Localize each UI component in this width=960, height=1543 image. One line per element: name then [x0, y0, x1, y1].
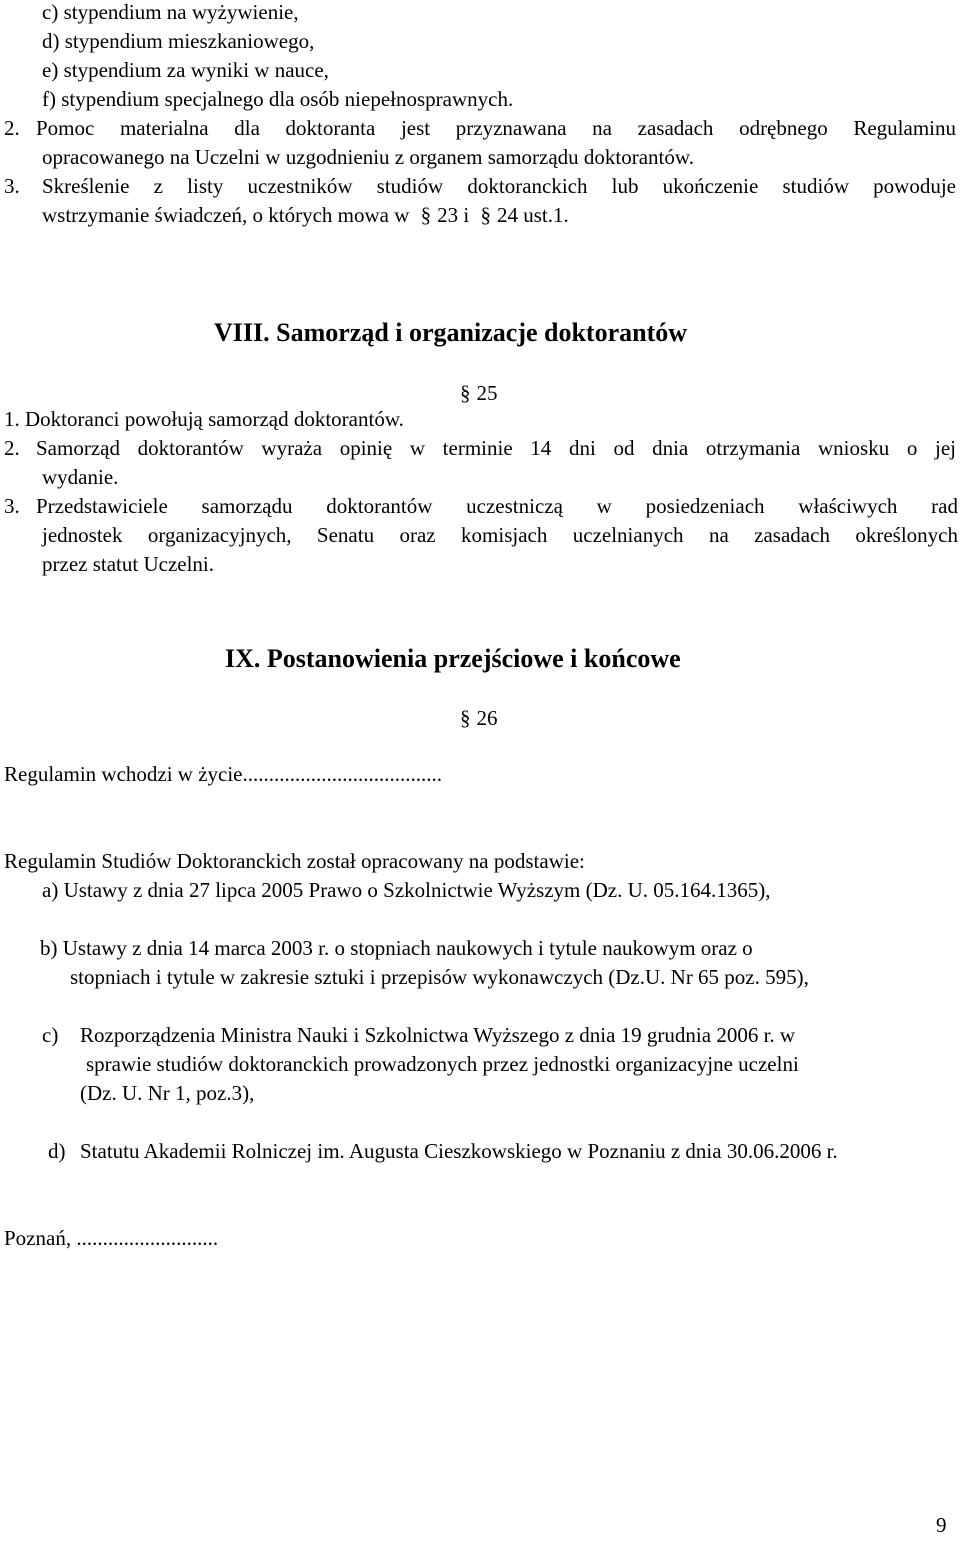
chapter-8-item-3-line-2: jednostek organizacyjnych, Senatu oraz komisjach uczelnianych na zasadach określonych: [42, 523, 958, 547]
section-sign: §: [480, 203, 491, 227]
legal-basis-intro: Regulamin Studiów Doktoranckich został opracowany na podstawie:: [4, 849, 585, 873]
paragraph-25-label: [460, 381, 498, 405]
chapter-8-item-3-number: 3.: [4, 494, 20, 518]
section-sign: §: [460, 706, 471, 730]
list-item-f: f) stypendium specjalnego dla osób niepełnosprawnych.: [42, 87, 514, 111]
list-item-e: e) stypendium za wyniki w nauce,: [42, 58, 329, 82]
chapter-8-item-2-line-2: wydanie.: [42, 465, 119, 489]
chapter-8-item-2-number: 2.: [4, 436, 20, 460]
paragraph-26-label: [460, 706, 498, 730]
legal-basis-b-line-1: b) Ustawy z dnia 14 marca 2003 r. o stopniach naukowych i tytule naukowym oraz o: [40, 936, 753, 960]
place-line: Poznań, ...........................: [4, 1226, 219, 1250]
page-number: 9: [936, 1513, 947, 1537]
point-3-text-b: 23 i: [437, 203, 470, 227]
point-3-number: 3.: [4, 174, 20, 198]
paragraph-number: 26: [476, 706, 498, 730]
legal-basis-c-label: c): [42, 1023, 59, 1047]
legal-basis-c-line-3: (Dz. U. Nr 1, poz.3),: [80, 1081, 255, 1105]
legal-basis-a: a) Ustawy z dnia 27 lipca 2005 Prawo o Szkolnictwie Wyższym (Dz. U. 05.164.1365),: [42, 878, 771, 902]
legal-basis-c-line-1: Rozporządzenia Ministra Nauki i Szkolnictwa Wyższego z dnia 19 grudnia 2006 r. w: [80, 1023, 796, 1047]
point-3-line-1: Skreślenie z listy uczestników studiów doktoranckich lub ukończenie studiów powoduje: [42, 174, 956, 198]
point-3-text-a: wstrzymanie świadczeń, o których mowa w: [42, 203, 410, 227]
chapter-8-item-3-line-1: Przedstawiciele samorządu doktorantów uczestniczą w posiedzeniach właściwych rad: [36, 494, 958, 518]
legal-basis-c-line-2: sprawie studiów doktoranckich prowadzonych przez jednostki organizacyjne uczelni: [86, 1052, 799, 1076]
chapter-9-heading: IX. Postanowienia przejściowe i końcowe: [225, 644, 681, 673]
list-item-c: c) stypendium na wyżywienie,: [42, 0, 299, 24]
chapter-8-item-3-line-3: przez statut Uczelni.: [42, 552, 214, 576]
chapter-8-heading: VIII. Samorząd i organizacje doktorantów: [214, 318, 688, 347]
section-sign: §: [420, 203, 432, 227]
list-item-d: d) stypendium mieszkaniowego,: [42, 29, 315, 53]
legal-basis-d-label: d): [48, 1139, 66, 1163]
effective-date-line: Regulamin wchodzi w życie......................................: [4, 762, 443, 786]
chapter-8-item-2-line-1: Samorząd doktorantów wyraża opinię w terminie 14 dni od dnia otrzymania wniosku o jej: [36, 436, 956, 460]
chapter-8-item-1: 1. Doktoranci powołują samorząd doktorantów.: [4, 407, 404, 431]
section-sign: §: [460, 381, 471, 405]
point-3-line-2: [42, 203, 569, 227]
point-2-line-1: Pomoc materialna dla doktoranta jest przyznawana na zasadach odrębnego Regulaminu: [36, 116, 956, 140]
point-2-number: 2.: [4, 116, 20, 140]
point-3-text-c: 24 ust.1.: [496, 203, 569, 227]
paragraph-number: 25: [476, 381, 498, 405]
point-2-line-2: opracowanego na Uczelni w uzgodnieniu z organem samorządu doktorantów.: [42, 145, 694, 169]
legal-basis-d: Statutu Akademii Rolniczej im. Augusta Cieszkowskiego w Poznaniu z dnia 30.06.2006 r.: [80, 1139, 838, 1163]
legal-basis-b-line-2: stopniach i tytule w zakresie sztuki i przepisów wykonawczych (Dz.U. Nr 65 poz. 595),: [70, 965, 809, 989]
